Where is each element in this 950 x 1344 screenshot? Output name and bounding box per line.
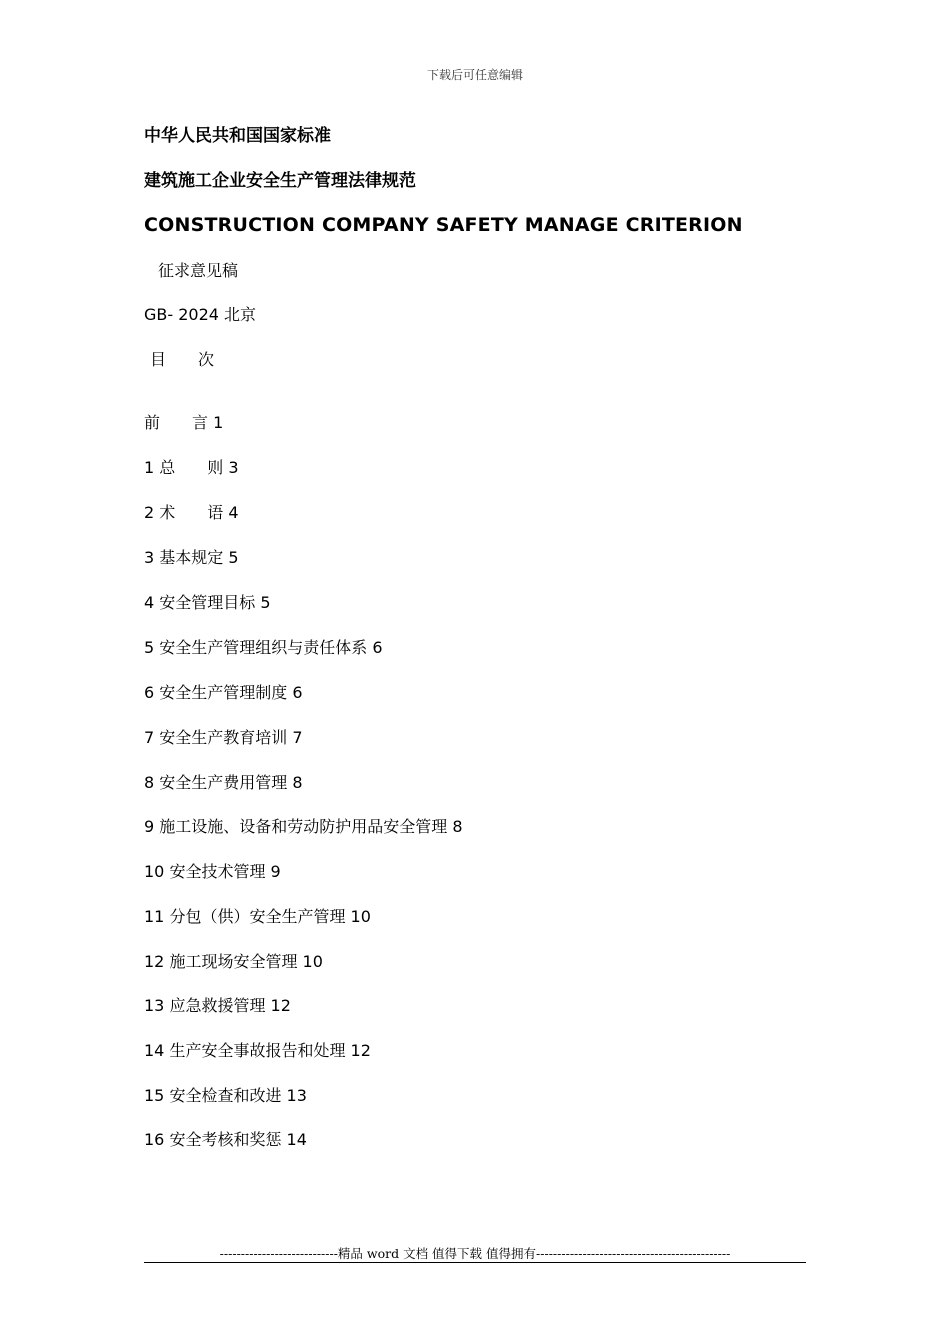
toc-item: 2 术 语 4 <box>144 503 239 522</box>
toc-item: 4 安全管理目标 5 <box>144 593 271 612</box>
toc-item: 3 基本规定 5 <box>144 548 239 567</box>
standard-code: GB- 2024 北京 <box>144 305 257 324</box>
toc-item: 7 安全生产教育培训 7 <box>144 728 303 747</box>
toc-item: 16 安全考核和奖惩 14 <box>144 1130 307 1149</box>
toc-item: 5 安全生产管理组织与责任体系 6 <box>144 638 383 657</box>
toc-item: 13 应急救援管理 12 <box>144 996 291 1015</box>
draft-label: 征求意见稿 <box>158 261 239 280</box>
toc-item: 前 言 1 <box>144 413 224 432</box>
page-footer: ----------------------------精品 word 文档 值得下载 值得拥有---------------------------------------------- <box>219 1246 731 1261</box>
toc-item: 11 分包（供）安全生产管理 10 <box>144 907 371 926</box>
footer-divider <box>144 1262 806 1263</box>
toc-item: 14 生产安全事故报告和处理 12 <box>144 1041 371 1060</box>
toc-item: 8 安全生产费用管理 8 <box>144 773 303 792</box>
toc-heading: 目 次 <box>150 350 215 369</box>
toc-item: 12 施工现场安全管理 10 <box>144 952 323 971</box>
toc-item: 1 总 则 3 <box>144 458 239 477</box>
toc-item: 15 安全检查和改进 13 <box>144 1086 307 1105</box>
toc-item: 9 施工设施、设备和劳动防护用品安全管理 8 <box>144 817 463 836</box>
standard-line: 中华人民共和国国家标准 <box>144 126 331 146</box>
toc-item: 10 安全技术管理 9 <box>144 862 281 881</box>
page-header: 下载后可任意编辑 <box>426 68 523 82</box>
document-title-en: CONSTRUCTION COMPANY SAFETY MANAGE CRITERION <box>144 214 743 236</box>
toc-item: 6 安全生产管理制度 6 <box>144 683 303 702</box>
document-title-cn: 建筑施工企业安全生产管理法律规范 <box>144 171 416 191</box>
